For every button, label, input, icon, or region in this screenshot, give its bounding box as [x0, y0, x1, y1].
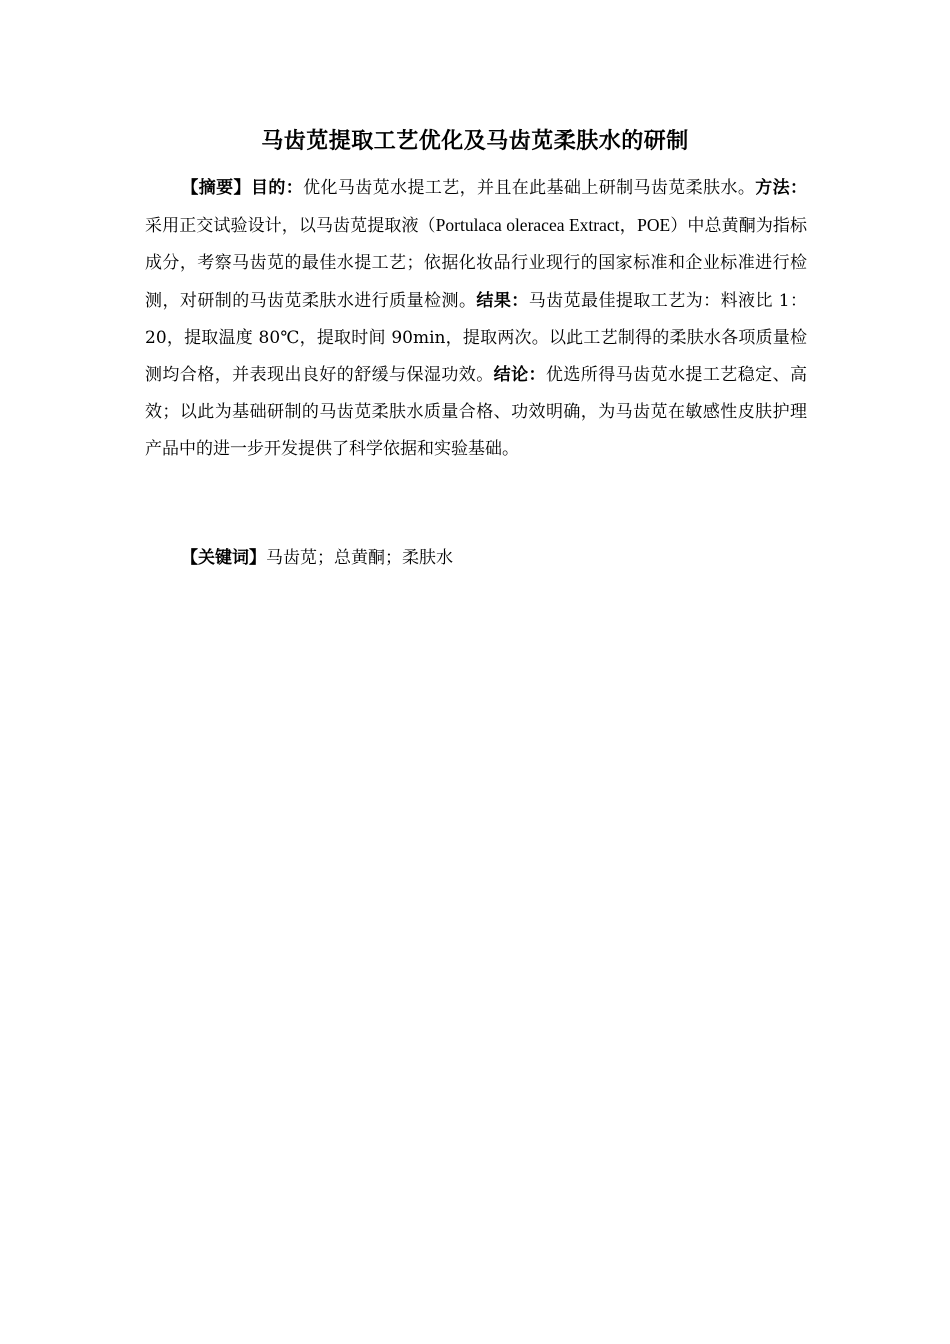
method-text-a: 采用正交试验设计，以马齿苋提取液（: [145, 216, 436, 237]
conclusion-text: 优选所得马齿苋水提工艺稳定、高效；以此为基础研制的马齿苋柔肤水质量合格、功效明确，为马齿苋在敏感性皮肤护理产品中的进一步开发提供了科学依据和实验基础。: [145, 365, 808, 460]
keywords-text: 马齿苋；总黄酮；柔肤水: [266, 548, 453, 568]
method-text-b: ）中总黄酮为指标成分，考察马齿苋的最佳水提工艺；依据化妆品行业现行的国家标准和企业标准进行检测，对研制的马齿苋柔肤水进行质量检测。: [145, 216, 808, 311]
abstract-paragraph: [145, 170, 807, 469]
method-latin-name: Portulaca oleracea Extract，POE: [435, 215, 671, 236]
objective-label: 目的：: [250, 178, 304, 198]
result-text: 马齿苋最佳提取工艺为：料液比 1：20，提取温度 80℃，提取时间 90min，提取两次。以此工艺制得的柔肤水各项质量检测均合格，并表现出良好的舒缓与保湿功效。: [145, 290, 807, 386]
keywords-line: [181, 540, 453, 577]
objective-text: 优化马齿苋水提工艺，并且在此基础上研制马齿苋柔肤水。: [303, 178, 756, 198]
result-label: 结果：: [476, 290, 529, 311]
method-label: 方法：: [755, 178, 808, 198]
conclusion-label: 结论：: [493, 365, 546, 386]
keywords-label: 【关键词】: [181, 548, 266, 568]
abstract-heading: 【摘要】: [181, 178, 251, 198]
paper-title: 马齿苋提取工艺优化及马齿苋柔肤水的研制: [261, 129, 689, 154]
